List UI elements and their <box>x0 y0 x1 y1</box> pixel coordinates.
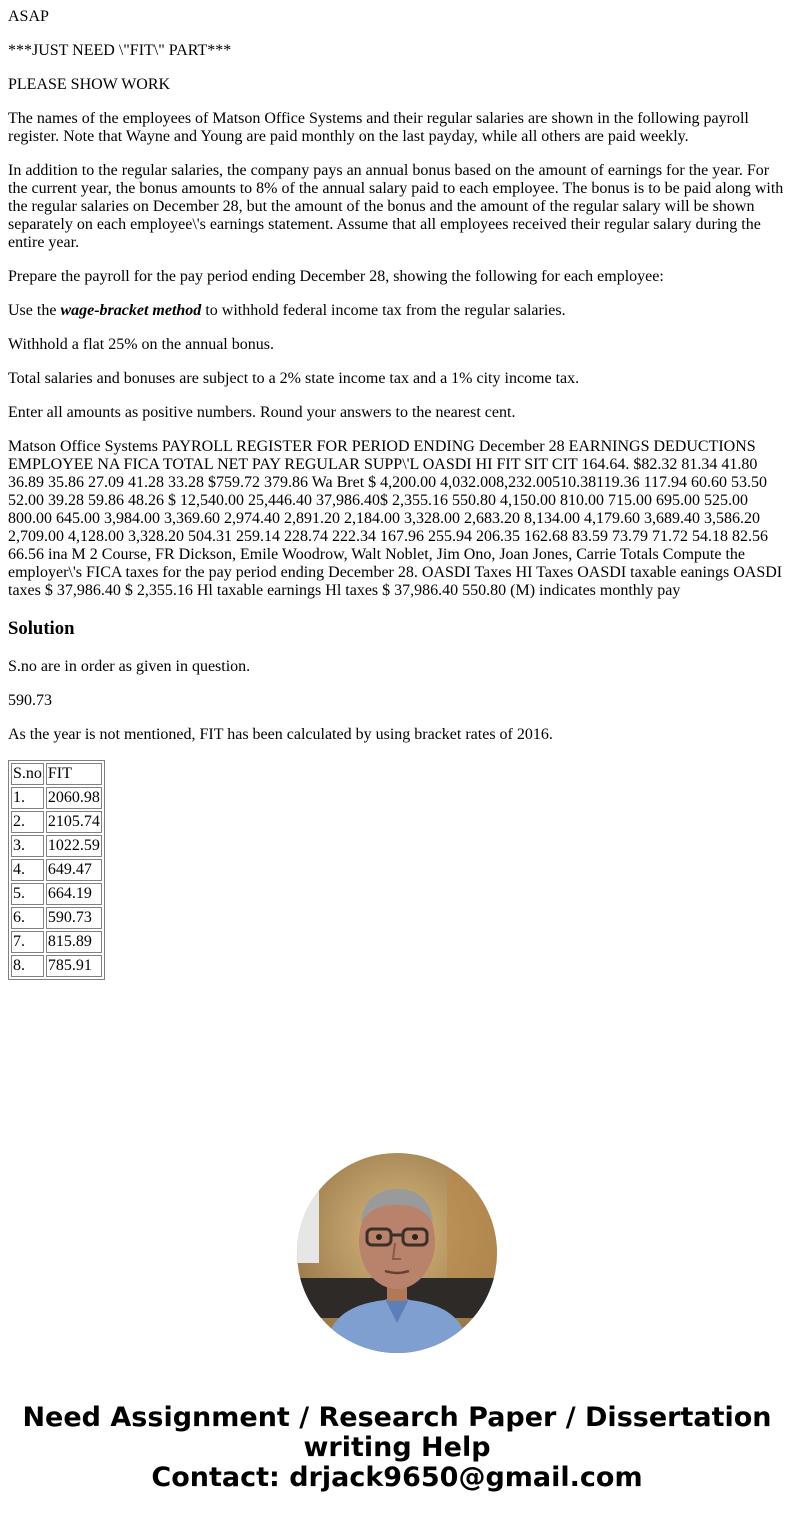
table-cell-fit: 649.47 <box>46 859 102 881</box>
table-cell-fit: 590.73 <box>46 907 102 929</box>
solution-line-order: S.no are in order as given in question. <box>8 658 251 675</box>
promo-line-writing-help: writing Help <box>303 1432 491 1463</box>
table-cell-fit: 1022.59 <box>46 835 102 857</box>
question-paragraph-state-tax: Total salaries and bonuses are subject to a 2% state income tax and a 1% city income tax. <box>8 370 580 387</box>
table-cell-sno: 6. <box>11 907 44 929</box>
table-row <box>11 907 102 929</box>
table-cell-sno: 3. <box>11 835 44 857</box>
table-row <box>11 859 102 881</box>
table-cell-sno: 1. <box>11 787 44 809</box>
question-paragraph-bonus: In addition to the regular salaries, the company pays an annual bonus based on the amount of earnings for the year. For the current year, the bonus amounts to 8% of the annual salary paid to each employee. The bonus is to be paid along with the regular salaries on December 28, but the amount of the bonus and the amount of the regular salary will be shown separately on each employee\'s earnings statement. Assume that all employees received their regular salary during the entire year. <box>8 162 784 251</box>
author-avatar <box>297 1153 497 1353</box>
fit-table <box>8 760 105 980</box>
question-paragraph-enter-amounts: Enter all amounts as positive numbers. Round your answers to the nearest cent. <box>8 404 516 421</box>
question-paragraph-prepare: Prepare the payroll for the pay period ending December 28, showing the following for each employee: <box>8 268 664 285</box>
solution-heading: Solution <box>8 618 75 639</box>
document-content <box>8 0 786 980</box>
promo-line-assignment: Need Assignment / Research Paper / Dissertation <box>22 1402 772 1433</box>
table-row <box>11 955 102 977</box>
question-paragraph-wage-bracket <box>8 302 786 320</box>
question-line-show-work: PLEASE SHOW WORK <box>8 76 171 93</box>
table-row <box>11 835 102 857</box>
question-line-fit-part: ***JUST NEED \"FIT\" PART*** <box>8 42 232 59</box>
table-header-cell-fit: FIT <box>46 763 102 785</box>
author-portrait-icon <box>297 1153 497 1353</box>
question-paragraph-intro: The names of the employees of Matson Office Systems and their regular salaries are shown in the following payroll register. Note that Wayne and Young are paid monthly on the last payday, while all others are paid weekly. <box>8 110 749 145</box>
table-cell-fit: 664.19 <box>46 883 102 905</box>
question-line-asap: ASAP <box>8 8 49 25</box>
table-cell-fit: 815.89 <box>46 931 102 953</box>
promo-line-contact: Contact: drjack9650@gmail.com <box>151 1462 643 1493</box>
wage-bracket-prefix: Use the <box>8 302 61 319</box>
promo-banner <box>0 1403 794 1493</box>
table-cell-sno: 7. <box>11 931 44 953</box>
solution-line-note: As the year is not mentioned, FIT has been calculated by using bracket rates of 2016. <box>8 726 553 743</box>
table-cell-fit: 785.91 <box>46 955 102 977</box>
table-cell-sno: 4. <box>11 859 44 881</box>
table-cell-sno: 5. <box>11 883 44 905</box>
table-cell-sno: 8. <box>11 955 44 977</box>
question-paragraph-payroll-register: Matson Office Systems PAYROLL REGISTER FOR PERIOD ENDING December 28 EARNINGS DEDUCTIONS EMPLOYEE NA FICA TOTAL NET PAY REGULAR SUPP\'L OASDI HI FIT SIT CIT 164.64. $82.32 81.34 41.80 36.89 35.86 27.09 41.28 33.28 $759.72 379.86 Wa Bret $ 4,200.00 4,032.008,232.00510.38119.36 117.94 60.60 53.50 52.00 39.28 59.86 48.26 $ 12,540.00 25,446.40 37,986.40$ 2,355.16 550.80 4,150.00 810.00 715.00 695.00 525.00 800.00 645.00 3,984.00 3,369.60 2,974.40 2,891.20 2,184.00 3,328.00 2,683.20 8,134.00 4,179.60 3,689.40 3,586.20 2,709.00 4,128.00 3,328.20 504.31 259.14 228.74 222.34 167.96 255.94 206.35 162.68 83.59 73.79 71.72 54.18 82.56 66.56 ina M 2 Course, FR Dickson, Emile Woodrow, Walt Noblet, Jim Ono, Joan Jones, Carrie Totals Compute the employer\'s FICA taxes for the pay period ending December 28. OASDI Taxes HI Taxes OASDI taxable eanings OASDI taxes $ 37,986.40 $ 2,355.16 Hl taxable earnings Hl taxes $ 37,986.40 550.80 (M) indicates monthly pay <box>8 438 783 599</box>
table-header-cell-sno: S.no <box>11 763 44 785</box>
wage-bracket-suffix: to withhold federal income tax from the regular salaries. <box>201 302 566 319</box>
table-row <box>11 931 102 953</box>
question-paragraph-withhold: Withhold a flat 25% on the annual bonus. <box>8 336 274 353</box>
solution-line-value: 590.73 <box>8 692 52 709</box>
table-cell-fit: 2060.98 <box>46 787 102 809</box>
table-row <box>11 811 102 833</box>
table-cell-fit: 2105.74 <box>46 811 102 833</box>
table-row <box>11 787 102 809</box>
table-row <box>11 883 102 905</box>
table-header-row <box>11 763 102 785</box>
table-cell-sno: 2. <box>11 811 44 833</box>
wage-bracket-emphasis: wage-bracket method <box>60 302 202 319</box>
